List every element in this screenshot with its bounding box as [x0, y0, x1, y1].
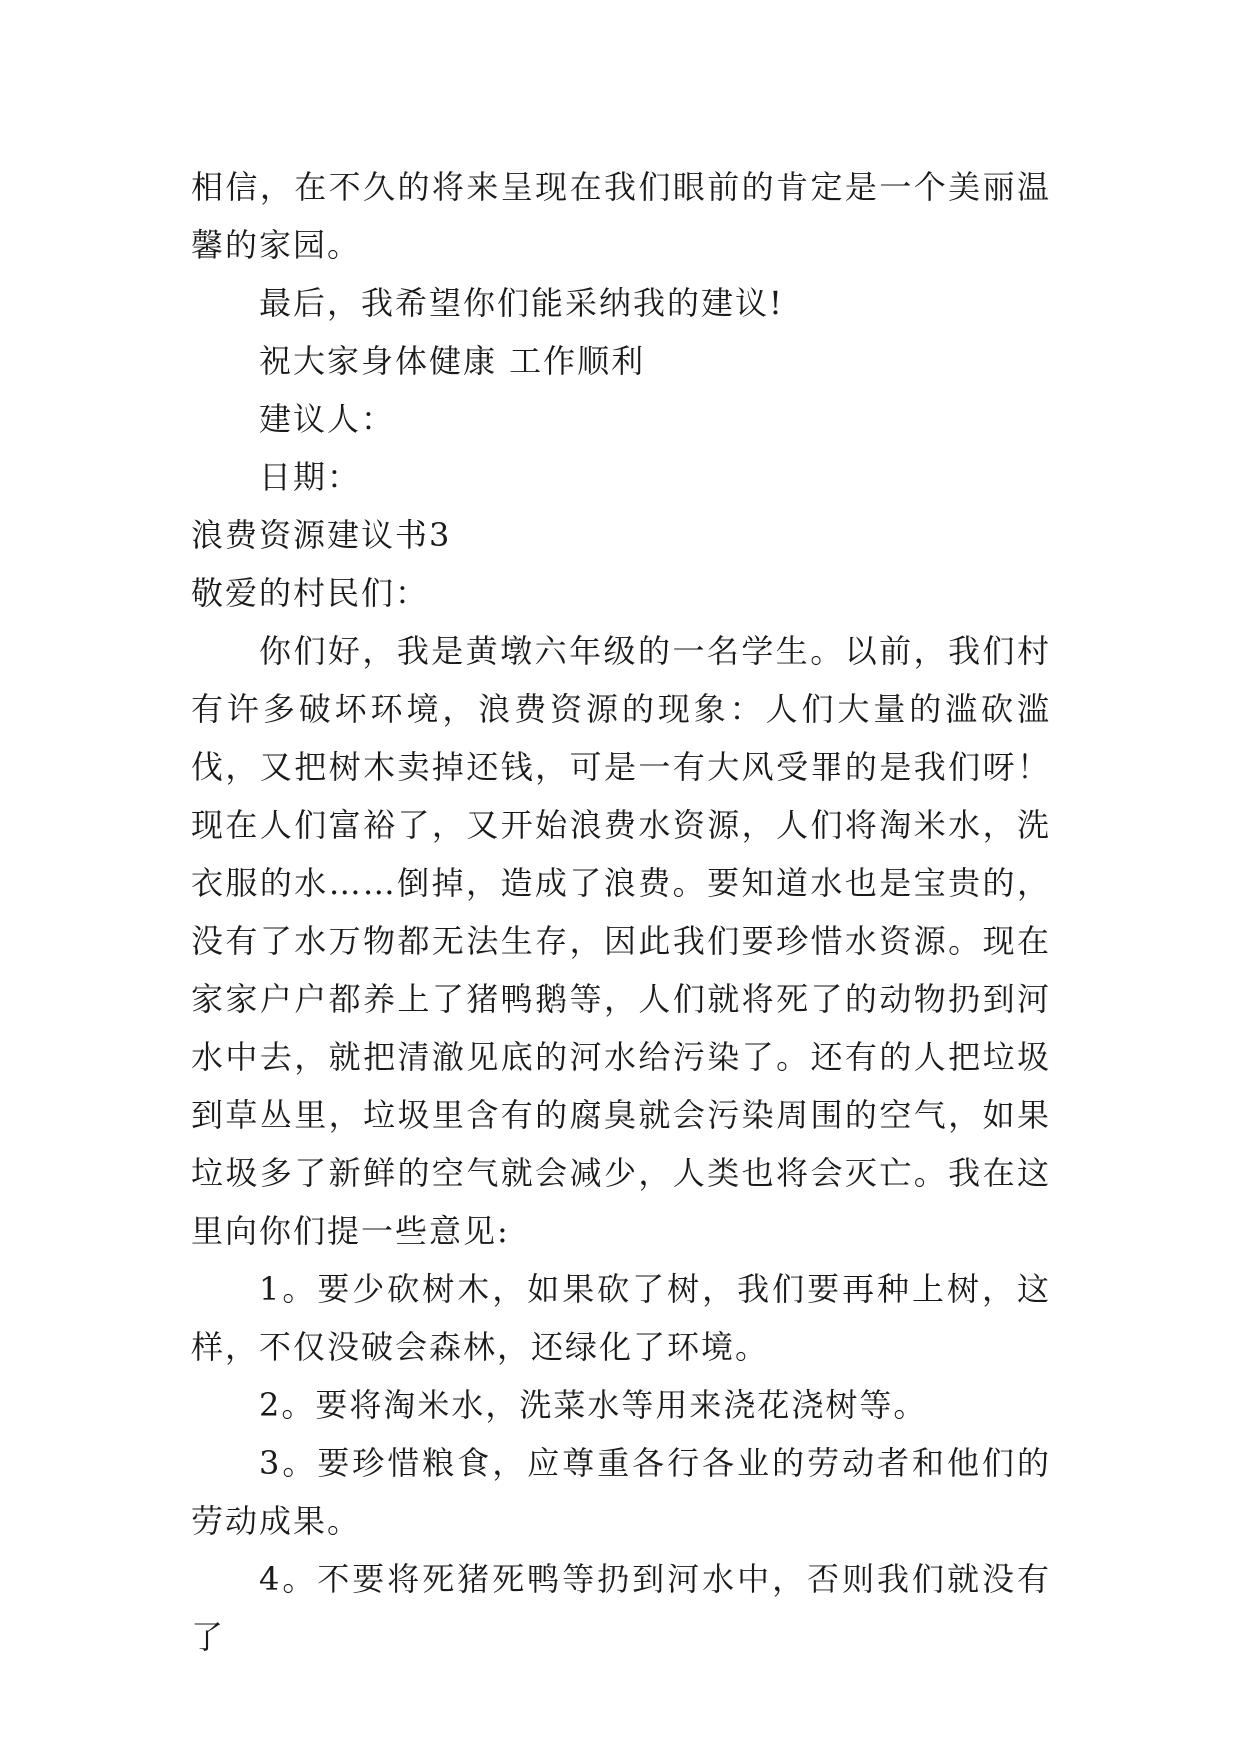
suggestion-item-4: 4。不要将死猪死鸭等扔到河水中，否则我们就没有了	[191, 1560, 1051, 1656]
paragraph-main-body: 你们好，我是黄墩六年级的一名学生。以前，我们村有许多破坏环境，浪费资源的现象：人们大量的滥砍滥伐，又把树木卖掉还钱，可是一有大风受罪的是我们呀！现在人们富裕了，又开始浪费水资源，人们将淘米水，洗衣服的水……倒掉，造成了浪费。要知道水也是宝贵的，没有了水万物都无法生存，因此我们要珍惜水资源。现在家家户户都养上了猪鸭鹅等，人们就将死了的动物扔到河水中去，就把清澈见底的河水给污染了。还有的人把垃圾到草丛里，垃圾里含有的腐臭就会污染周围的空气，如果垃圾多了新鲜的空气就会减少，人类也将会灭亡。我在这里向你们提一些意见:	[191, 632, 1051, 1250]
suggestion-item-2: 2。要将淘米水，洗菜水等用来浇花浇树等。	[259, 1386, 928, 1424]
salutation: 敬爱的村民们：	[191, 574, 430, 612]
paragraph-proposer: 建议人：	[259, 400, 396, 438]
paragraph-wishes: 祝大家身体健康 工作顺利	[259, 342, 646, 380]
document-body	[191, 158, 1051, 1666]
suggestion-item-3: 3。要珍惜粮食，应尊重各行各业的劳动者和他们的劳动成果。	[191, 1444, 1051, 1540]
suggestion-item-1: 1。要少砍树木，如果砍了树，我们要再种上树，这样，不仅没破会森林，还绿化了环境。	[191, 1270, 1051, 1366]
section-title: 浪费资源建议书3	[191, 516, 452, 554]
paragraph-date: 日期：	[259, 458, 362, 496]
paragraph-closing-hope: 相信，在不久的将来呈现在我们眼前的肯定是一个美丽温馨的家园。	[191, 168, 1051, 264]
paragraph-final-request: 最后，我希望你们能采纳我的建议!	[259, 284, 784, 322]
